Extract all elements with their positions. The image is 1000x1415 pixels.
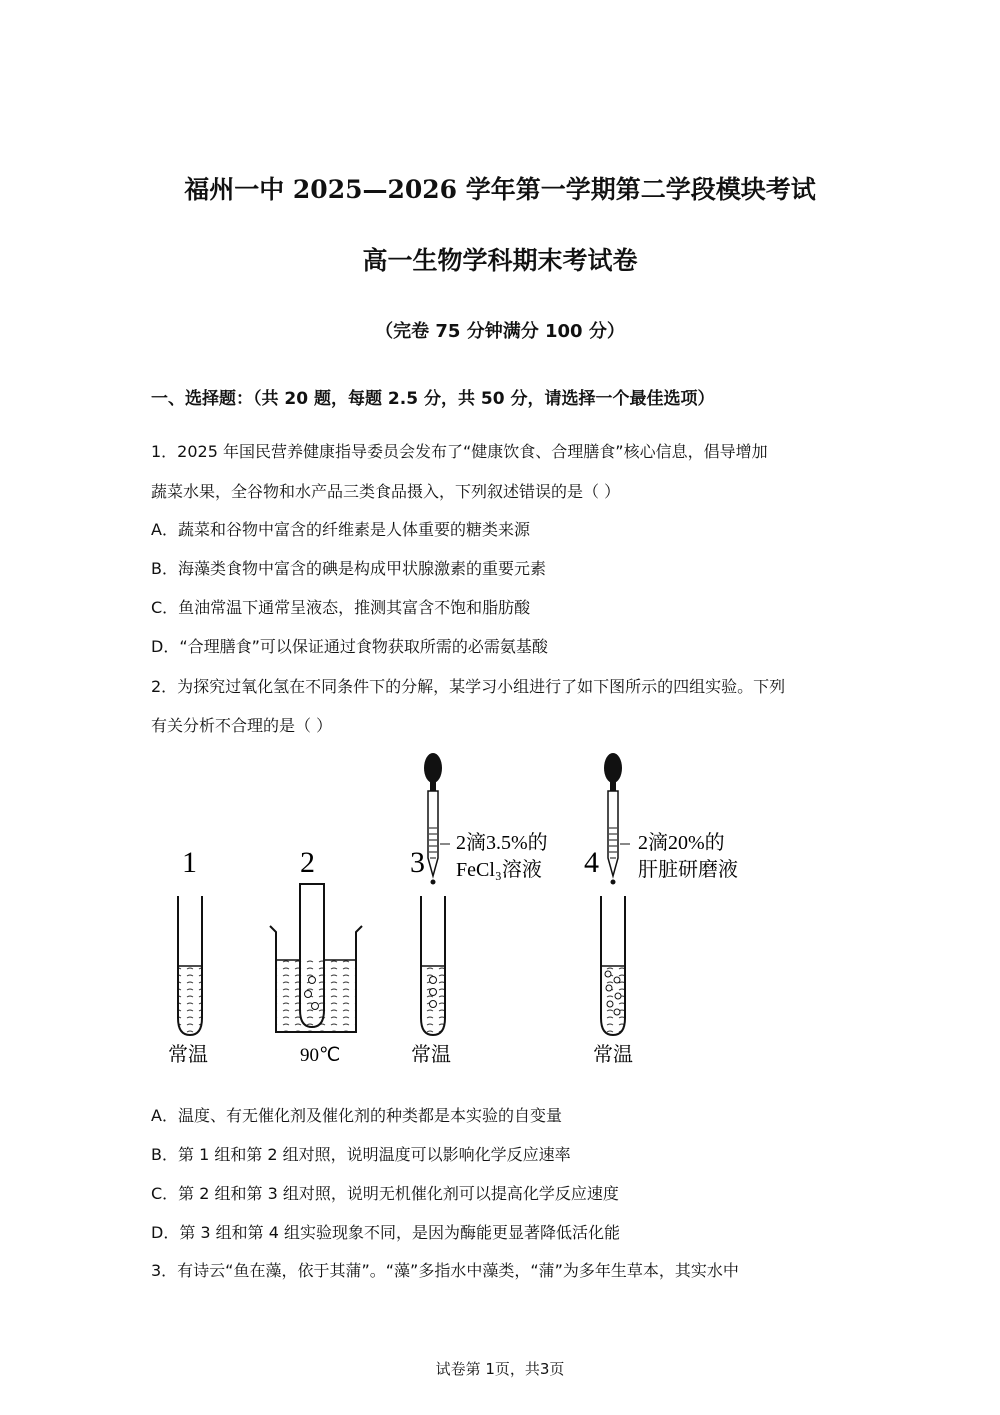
tube3-condition: 常温 xyxy=(411,1042,451,1066)
tube-4 xyxy=(601,896,625,1035)
section-heading: 一、选择题：（共 20 题，每题 2.5 分，共 50 分，请选择一个最佳选项） xyxy=(151,389,715,409)
tube3-reagent-line2: FeCl₃溶液 xyxy=(456,859,542,881)
experiment-figure xyxy=(150,748,790,1073)
tube4-reagent-line1: 2滴20%的 xyxy=(638,832,725,854)
q1-stem-line1: 1．2025 年国民营养健康指导委员会发布了“健康饮食、合理膳食”核心信息，倡导增加 xyxy=(151,442,768,461)
q2-option-a: A．温度、有无催化剂及催化剂的种类都是本实验的自变量 xyxy=(151,1106,562,1125)
tube-1 xyxy=(178,896,202,1035)
tube4-reagent-line2: 肝脏研磨液 xyxy=(638,857,738,881)
tube1-number: 1 xyxy=(182,846,197,879)
q1-option-c: C．鱼油常温下通常呈液态，推测其富含不饱和脂肪酸 xyxy=(151,598,531,617)
tube4-number: 4 xyxy=(584,846,599,879)
q3-stem-line1: 3．有诗云“鱼在藻，依于其蒲”。“藻”多指水中藻类，“蒲”为多年生草本，其实水中 xyxy=(151,1261,739,1280)
q2-stem-line1: 2．为探究过氧化氢在不同条件下的分解，某学习小组进行了如下图所示的四组实验。下列 xyxy=(151,677,786,696)
tube1-condition: 常温 xyxy=(168,1042,208,1066)
q2-option-b: B．第 1 组和第 2 组对照，说明温度可以影响化学反应速率 xyxy=(151,1145,571,1164)
tube2-number: 2 xyxy=(300,846,315,879)
q2-stem-line2: 有关分析不合理的是（ ） xyxy=(151,716,333,735)
tube4-condition: 常温 xyxy=(593,1042,633,1066)
exam-note: （完卷 75 分钟满分 100 分） xyxy=(375,321,625,342)
q1-stem-line2: 蔬菜水果，全谷物和水产品三类食品摄入，下列叙述错误的是（ ） xyxy=(151,482,621,501)
tube-2 xyxy=(300,884,324,1027)
q1-option-b: B．海藻类食物中富含的碘是构成甲状腺激素的重要元素 xyxy=(151,559,546,578)
page-footer: 试卷第 1页，共3页 xyxy=(435,1360,565,1378)
tube3-reagent-line1: 2滴3.5%的 xyxy=(456,832,548,854)
exam-title: 福州一中 2025—2026 学年第一学期第二学段模块考试 xyxy=(184,175,816,204)
dropper-3 xyxy=(424,753,442,885)
tube-3 xyxy=(421,896,445,1035)
q2-option-d: D．第 3 组和第 4 组实验现象不同，是因为酶能更显著降低活化能 xyxy=(151,1223,621,1242)
tube3-number: 3 xyxy=(410,846,425,879)
dropper-4 xyxy=(604,753,622,885)
tube2-condition: 90℃ xyxy=(300,1045,341,1066)
q1-option-d: D．“合理膳食”可以保证通过食物获取所需的必需氨基酸 xyxy=(151,637,548,656)
q1-option-a: A．蔬菜和谷物中富含的纤维素是人体重要的糖类来源 xyxy=(151,520,530,539)
exam-subtitle: 高一生物学科期末考试卷 xyxy=(362,246,638,275)
q2-option-c: C．第 2 组和第 3 组对照，说明无机催化剂可以提高化学反应速度 xyxy=(151,1184,619,1203)
